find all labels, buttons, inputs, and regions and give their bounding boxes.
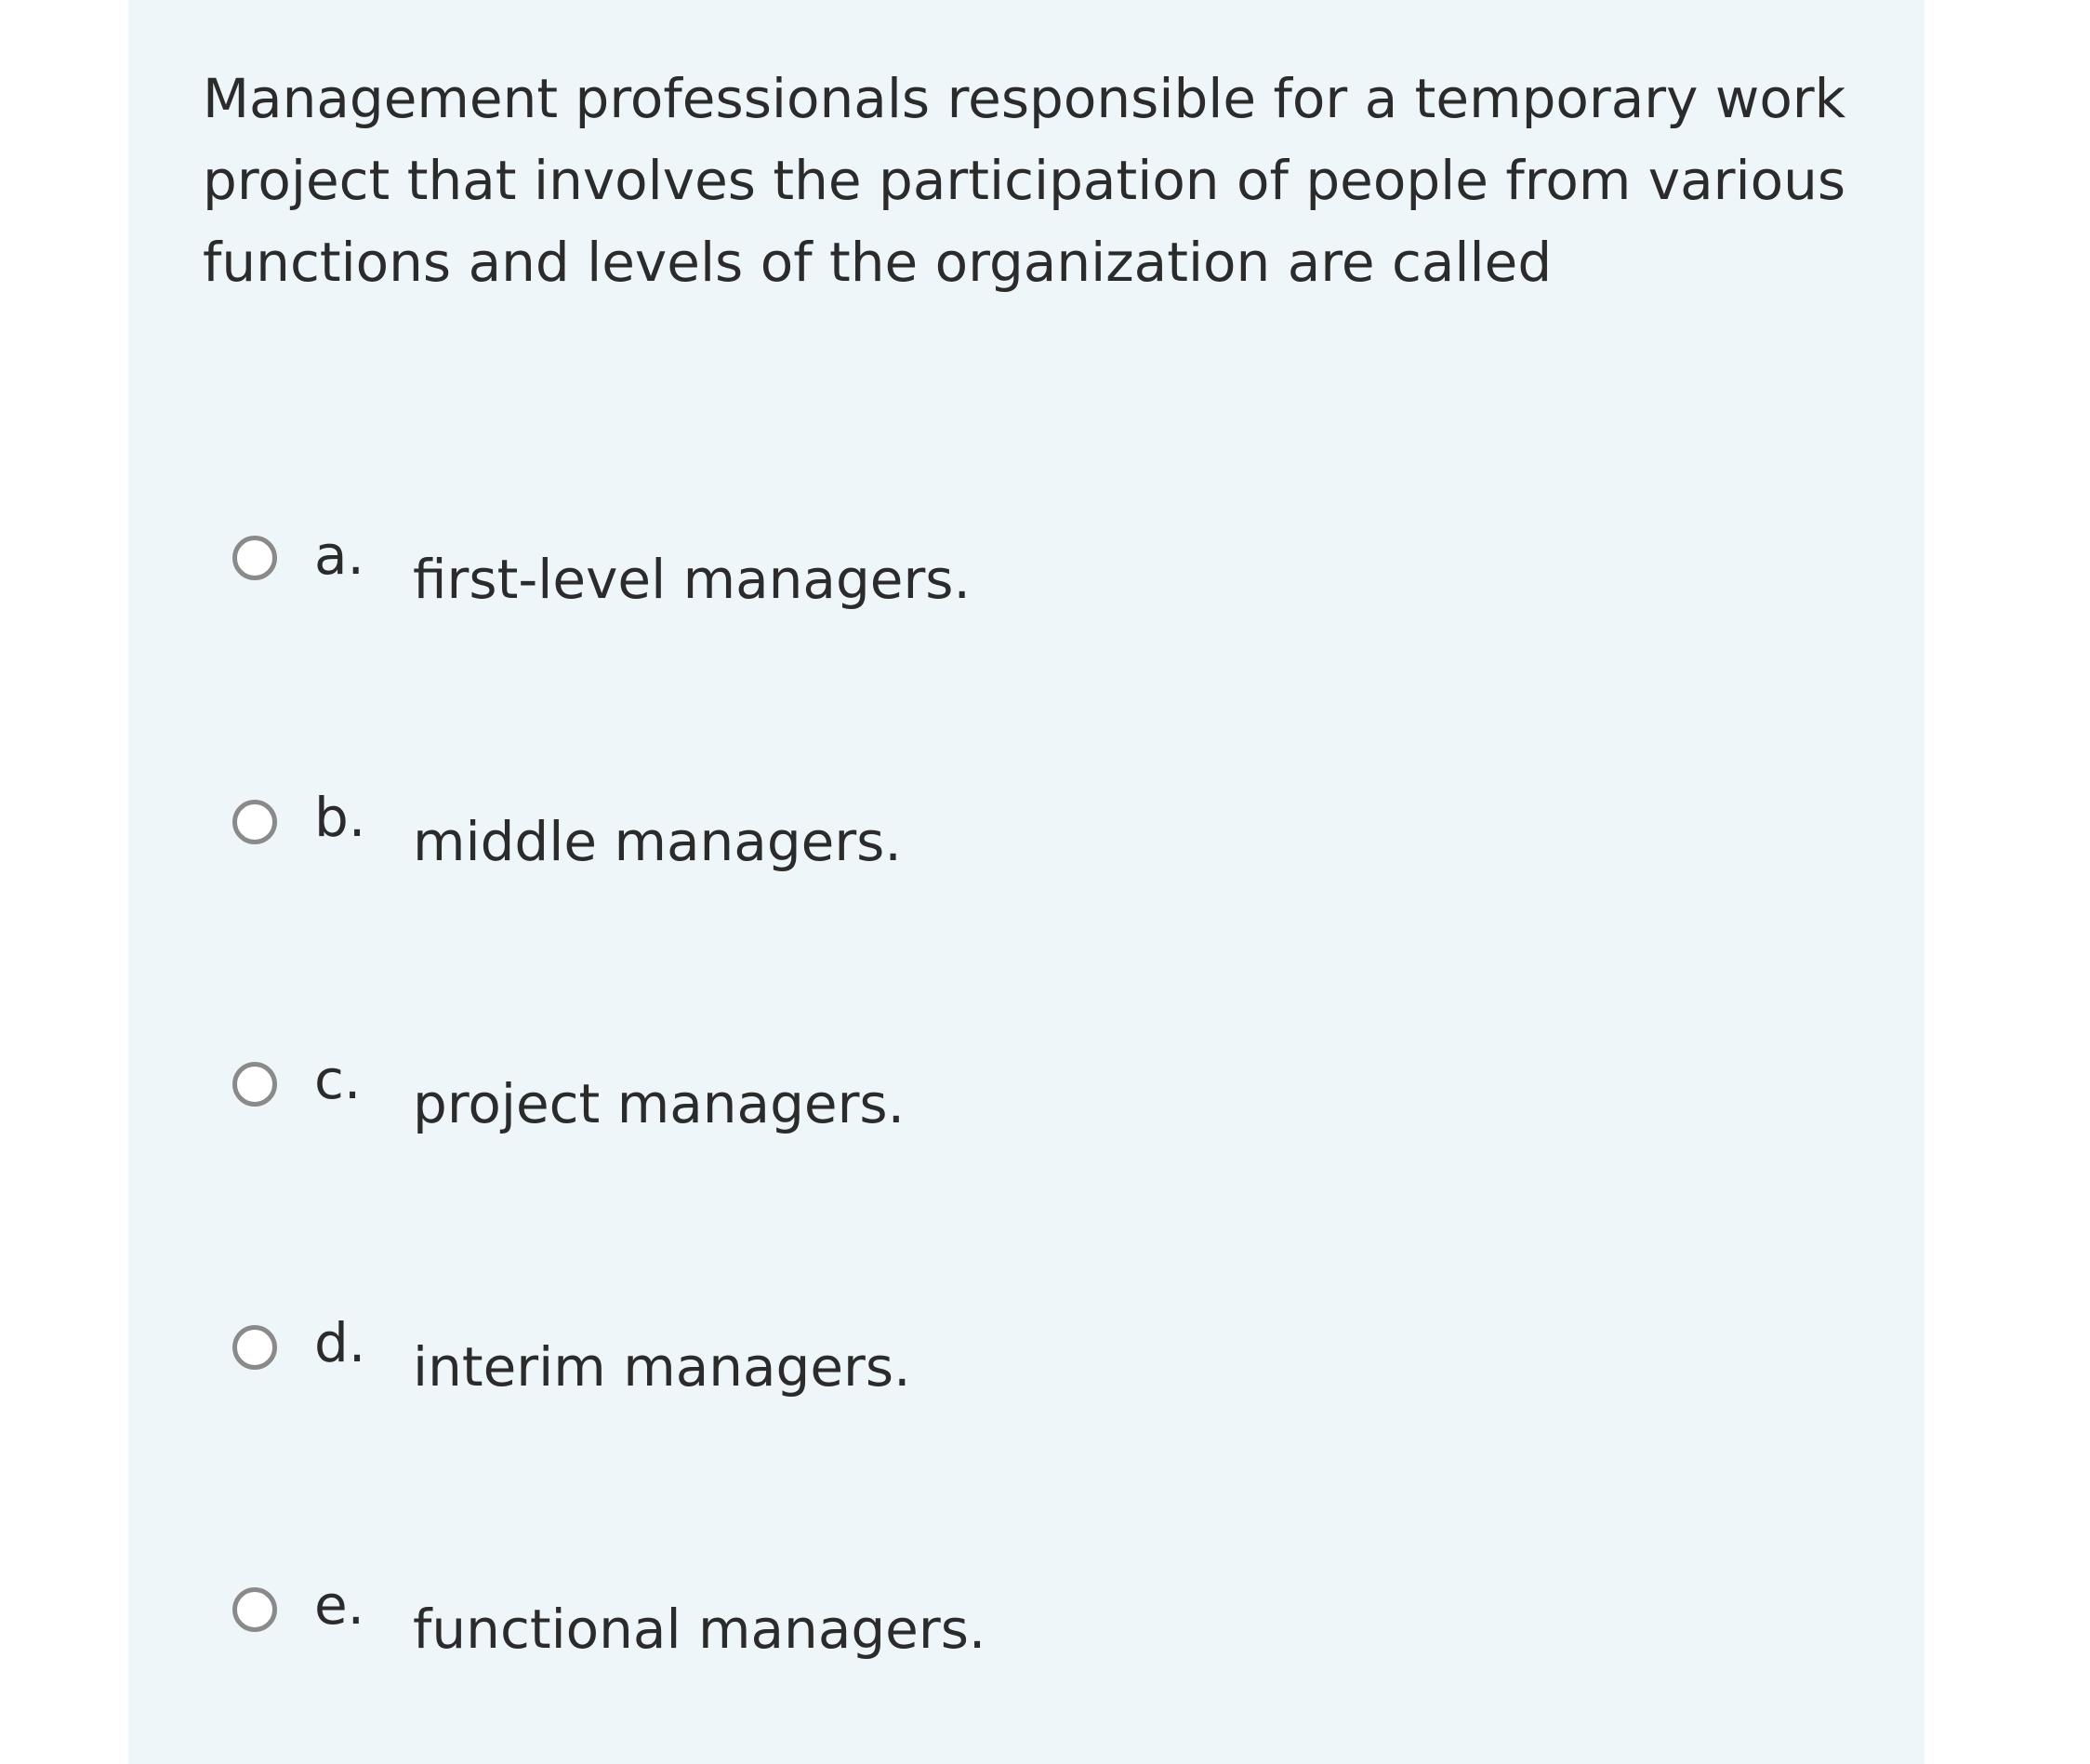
answer-text-b[interactable]: middle managers. (413, 810, 902, 873)
radio-button-c[interactable] (232, 1062, 277, 1107)
answer-text-e[interactable]: functional managers. (413, 1598, 986, 1661)
answer-letter-e: e. (314, 1573, 365, 1637)
answer-letter-d: d. (314, 1311, 366, 1374)
answer-letter-c: c. (314, 1048, 362, 1111)
answer-letter-a: a. (314, 524, 364, 587)
answer-option-c[interactable] (0, 1045, 1302, 1175)
answer-option-a[interactable] (0, 521, 1302, 651)
radio-button-a[interactable] (232, 536, 277, 580)
radio-button-b[interactable] (232, 800, 277, 844)
answer-option-e[interactable] (0, 1571, 1302, 1701)
answer-letter-b: b. (314, 786, 366, 849)
answer-text-d[interactable]: interim managers. (413, 1335, 911, 1399)
answer-text-a[interactable]: first-level managers. (413, 548, 971, 611)
radio-button-e[interactable] (232, 1587, 277, 1632)
question-text: Management professionals responsible for a temporary work project that involves the participation of people from various functions and levels of the organization are called (203, 67, 1846, 294)
answer-option-d[interactable] (0, 1308, 1302, 1439)
answer-option-b[interactable] (0, 783, 1302, 913)
radio-button-d[interactable] (232, 1325, 277, 1370)
answer-text-c[interactable]: project managers. (413, 1072, 906, 1135)
